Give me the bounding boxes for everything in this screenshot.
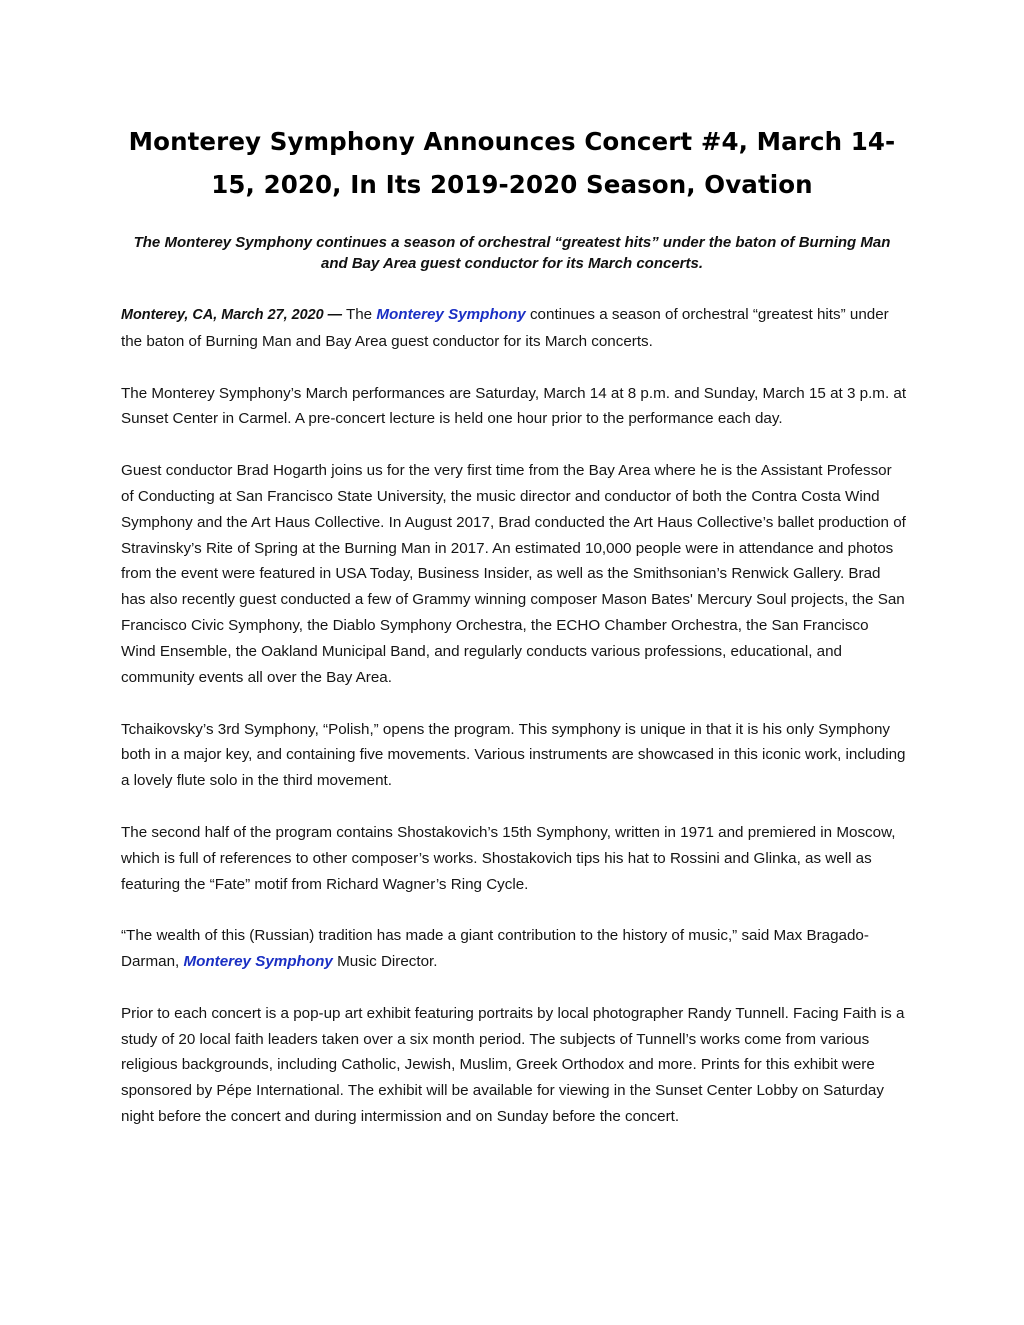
lead-paragraph	[121, 302, 907, 355]
quote-paragraph	[121, 923, 907, 975]
shostakovich-paragraph: The second half of the program contains Shostakovich’s 15th Symphony, written in 1971 and premiered in Moscow, which is full of references to other composer’s works. Shostakovich tips his hat to Rossini and Glinka, as well as featuring the “Fate” motif from Richard Wagner’s Ring Cycle.	[121, 823, 896, 893]
lead-text-after-link: continues a season of orchestral “greatest hits” under the baton of Burning Man and Bay Area guest conductor for its March concerts.	[121, 306, 889, 350]
document-subhead: The Monterey Symphony continues a season of orchestral “greatest hits” under the baton of Burning Man and Bay Area guest conductor for its March concerts.	[133, 234, 891, 272]
document-title: Monterey Symphony Announces Concert #4, March 14-15, 2020, In Its 2019-2020 Season, Ovation	[128, 127, 896, 199]
art-exhibit-paragraph: Prior to each concert is a pop-up art exhibit featuring portraits by local photographer Randy Tunnell. Facing Faith is a study of 20 local faith leaders taken over a six month period. The subjects of Tunnell’s works come from various religious backgrounds, including Catholic, Jewish, Muslim, Greek Orthodox and more. Prints for this exhibit were sponsored by Pépe International. The exhibit will be available for viewing in the Sunset Center Lobby on Saturday night before the concert and during intermission and on Sunday before the concert.	[121, 1004, 905, 1126]
tchaikovsky-paragraph: Tchaikovsky’s 3rd Symphony, “Polish,” opens the program. This symphony is unique in that it is his only Symphony both in a major key, and containing five movements. Various instruments are showcased in this iconic work, including a lovely flute solo in the third movement.	[121, 720, 906, 790]
monterey-symphony-link[interactable]: Monterey Symphony	[376, 306, 526, 323]
guest-conductor-paragraph: Guest conductor Brad Hogarth joins us for the very first time from the Bay Area where he is the Assistant Professor of Conducting at San Francisco State University, the music director and conductor of both the Contra Costa Wind Symphony and the Art Haus Collective. In August 2017, Brad conducted the Art Haus Collective’s ballet production of Stravinsky’s Rite of Spring at the Burning Man in 2017. An estimated 10,000 people were in attendance and photos from the event were featured in USA Today, Business Insider, as well as the Smithsonian’s Renwick Gallery. Brad has also recently guest conducted a few of Grammy winning composer Mason Bates' Mercury Soul projects, the San Francisco Civic Symphony, the Diablo Symphony Orchestra, the ECHO Chamber Orchestra, the San Francisco Wind Ensemble, the Oakland Municipal Band, and regularly conducts various professions, educational, and community events all over the Bay Area.	[121, 462, 906, 686]
performance-schedule-paragraph: The Monterey Symphony’s March performances are Saturday, March 14 at 8 p.m. and Sunday, March 15 at 3 p.m. at Sunset Center in Carmel. A pre-concert lecture is held one hour prior to the performance each day.	[121, 384, 907, 428]
monterey-symphony-link[interactable]: Monterey Symphony	[183, 953, 333, 971]
dateline: Monterey, CA, March 27, 2020 —	[121, 307, 343, 323]
lead-text-before-link: The	[342, 306, 377, 323]
quote-text-after-link: Music Director.	[332, 953, 438, 971]
quote-text-before-link: “The wealth of this (Russian) tradition has made a giant contribution to the history of music,” said Max Bragado-Darman,	[121, 927, 869, 971]
article-body	[121, 302, 907, 1156]
